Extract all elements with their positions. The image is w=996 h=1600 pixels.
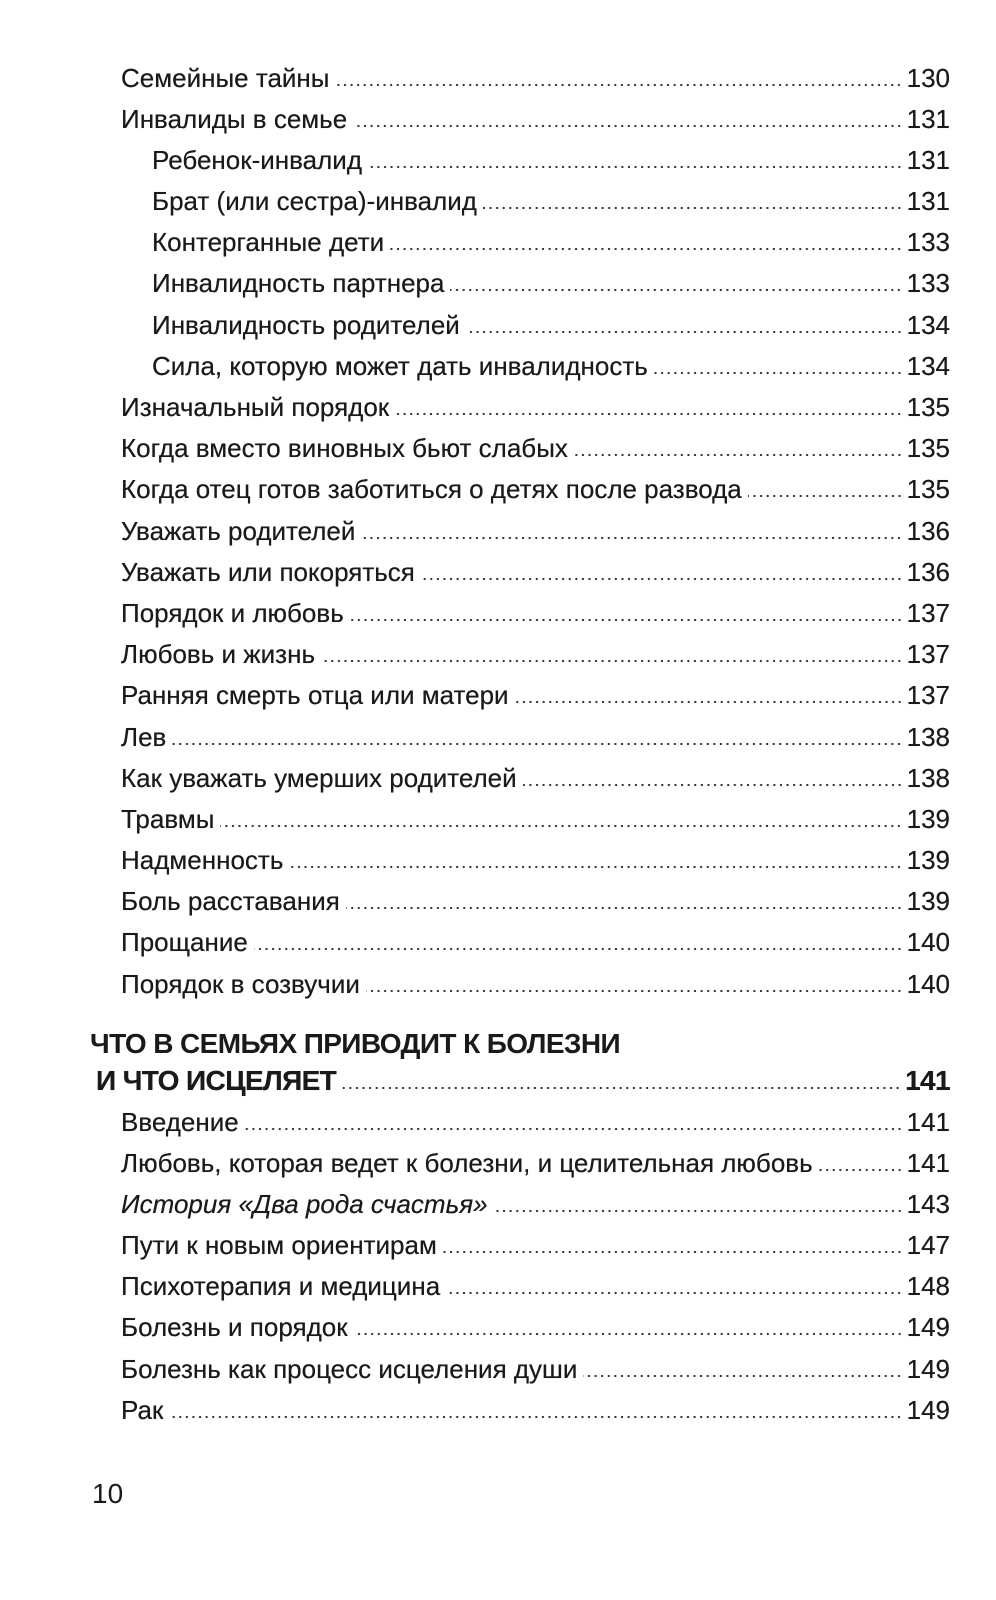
dot-leader xyxy=(354,1332,903,1336)
dot-leader xyxy=(443,1250,903,1254)
dot-leader xyxy=(446,1291,902,1295)
dot-leader xyxy=(494,1209,903,1213)
dot-leader xyxy=(346,906,903,910)
toc-entry-title: Пути к новым ориентирам xyxy=(121,1230,437,1261)
toc-entry-title: Ребенок-инвалид xyxy=(152,144,363,175)
toc-entry xyxy=(0,1349,996,1390)
toc-entry xyxy=(0,428,996,469)
dot-leader xyxy=(450,288,902,292)
toc-entry xyxy=(0,1225,996,1266)
toc-entry xyxy=(0,675,996,716)
dot-leader xyxy=(245,1127,903,1131)
page-ref: 149 xyxy=(906,1353,950,1384)
toc-entry-title: Когда вместо виновных бьют слабых xyxy=(121,433,568,464)
toc-entry xyxy=(0,387,996,428)
toc-entry xyxy=(0,140,996,181)
toc-entry xyxy=(0,1102,996,1143)
toc-entry xyxy=(0,58,996,99)
page-ref: 138 xyxy=(906,721,950,752)
dot-leader xyxy=(466,330,903,334)
toc-entry-title: Сила, которую может дать инвалидность xyxy=(152,350,648,381)
page-ref: 140 xyxy=(906,968,950,999)
dot-leader xyxy=(169,1415,902,1419)
page-ref: 136 xyxy=(906,556,950,587)
dot-leader xyxy=(220,824,902,828)
dot-leader xyxy=(361,536,902,540)
toc-entry xyxy=(0,305,996,346)
toc-entry xyxy=(0,263,996,304)
dot-leader xyxy=(523,783,903,787)
toc-entry-title: Боль расставания xyxy=(121,886,340,917)
toc-entry-title: Любовь и жизнь xyxy=(121,639,315,670)
page-ref: 149 xyxy=(906,1394,950,1425)
toc-entry-title: Порядок и любовь xyxy=(121,597,344,628)
toc-entry-title: Изначальный порядок xyxy=(121,392,390,422)
toc-entry-title: Психотерапия и медицина xyxy=(121,1271,441,1302)
toc-entry xyxy=(0,552,996,593)
page-ref: 137 xyxy=(906,597,950,628)
page-ref: 134 xyxy=(906,309,950,340)
dot-leader xyxy=(574,453,903,457)
dot-leader xyxy=(421,577,903,581)
dot-leader xyxy=(395,412,902,416)
toc-entry xyxy=(0,964,996,1005)
dot-leader xyxy=(748,494,903,498)
dot-leader xyxy=(819,1168,903,1172)
toc-entry-title: Болезнь как процесс исцеления души xyxy=(121,1353,578,1384)
page-ref: 133 xyxy=(906,227,950,258)
dot-leader xyxy=(515,700,903,704)
toc-entry xyxy=(0,469,996,510)
dot-leader xyxy=(342,1086,901,1090)
toc-entry xyxy=(0,799,996,840)
toc-entry xyxy=(0,1143,996,1184)
page-ref: 139 xyxy=(906,845,950,876)
toc-entry-title: Инвалидность партнера xyxy=(152,268,445,299)
dot-leader xyxy=(321,659,903,663)
toc-entry xyxy=(0,511,996,552)
toc-entry xyxy=(0,758,996,799)
dot-leader xyxy=(366,989,903,993)
toc-entry-title: Контерганные дети xyxy=(152,227,385,258)
page-ref: 143 xyxy=(906,1188,950,1219)
toc-entry xyxy=(0,1184,996,1225)
dot-leader xyxy=(254,947,903,951)
page-ref: 138 xyxy=(906,762,950,793)
page-ref: 130 xyxy=(906,62,950,93)
toc-entry-title: Инвалиды в семье xyxy=(121,103,348,134)
dot-leader xyxy=(172,742,902,746)
toc-entry xyxy=(0,1266,996,1307)
page-ref: 134 xyxy=(906,350,950,381)
page-ref: 141 xyxy=(906,1106,950,1137)
toc-entry xyxy=(0,1307,996,1348)
page-ref: 136 xyxy=(906,515,950,546)
page-ref: 139 xyxy=(906,803,950,834)
toc-section-2 xyxy=(0,1102,996,1432)
chapter-heading xyxy=(0,1025,996,1099)
toc-entry xyxy=(0,346,996,387)
toc-entry xyxy=(0,717,996,758)
toc-entry-title: Прощание xyxy=(121,927,248,958)
toc-entry-title: Когда отец готов заботиться о детях после развода xyxy=(121,474,742,505)
toc-entry-title: Лев xyxy=(121,721,167,752)
page-ref: 140 xyxy=(906,927,950,958)
toc-entry-title: Травмы xyxy=(121,803,215,834)
dot-leader xyxy=(483,206,903,210)
chapter-title-line1: ЧТО В СЕМЬЯХ ПРИВОДИТ К БОЛЕЗНИ xyxy=(90,1028,620,1059)
page-ref: 131 xyxy=(906,144,950,175)
page-ref: 147 xyxy=(906,1230,950,1261)
dot-leader xyxy=(583,1374,902,1378)
dot-leader xyxy=(368,165,903,169)
page-ref: 131 xyxy=(906,103,950,134)
page-ref: 149 xyxy=(906,1312,950,1343)
toc-entry xyxy=(0,181,996,222)
toc-entry xyxy=(0,840,996,881)
page-ref: 141 xyxy=(905,1065,950,1096)
toc-entry-title: Любовь, которая ведет к болезни, и целительная любовь xyxy=(121,1147,813,1178)
toc-entry-title: Семейные тайны xyxy=(121,62,330,93)
page-ref: 137 xyxy=(906,680,950,711)
chapter-title-line2: И ЧТО ИСЦЕЛЯЕТ xyxy=(96,1065,337,1096)
toc-entry xyxy=(0,1390,996,1431)
toc-entry-title: Инвалидность родителей xyxy=(152,309,460,340)
toc-section-1 xyxy=(0,58,996,1005)
page-ref: 137 xyxy=(906,639,950,670)
dot-leader xyxy=(350,618,903,622)
dot-leader xyxy=(289,865,902,869)
toc-entry-title: Порядок в созвучии xyxy=(121,968,360,999)
page-ref: 139 xyxy=(906,886,950,917)
dot-leader xyxy=(353,124,902,128)
dot-leader xyxy=(390,247,902,251)
page-number: 10 xyxy=(92,1478,124,1509)
toc-entry-title: Уважать или покоряться xyxy=(121,556,415,587)
page-ref: 141 xyxy=(906,1147,950,1178)
toc-entry-title: Как уважать умерших родителей xyxy=(121,762,517,793)
toc-entry-title: Ранняя смерть отца или матери xyxy=(121,680,509,711)
toc-entry xyxy=(0,634,996,675)
page-ref: 131 xyxy=(906,186,950,217)
toc-entry xyxy=(0,922,996,963)
toc-entry xyxy=(0,593,996,634)
toc-entry-title: Болезнь и порядок xyxy=(121,1312,348,1343)
toc-entry-title: Введение xyxy=(121,1106,239,1137)
toc-entry-title: Уважать родителей xyxy=(121,515,356,546)
page-ref: 133 xyxy=(906,268,950,299)
toc-entry xyxy=(0,222,996,263)
toc-entry-title: Рак xyxy=(121,1394,164,1425)
toc-entry-title: Брат (или сестра)-инвалид xyxy=(152,186,477,217)
dot-leader xyxy=(335,83,902,87)
page-ref: 135 xyxy=(906,474,950,505)
toc-entry xyxy=(0,99,996,140)
toc-entry-title: Надменность xyxy=(121,845,284,876)
dot-leader xyxy=(654,371,903,375)
toc-entry-title: История «Два рода счастья» xyxy=(121,1188,488,1219)
page-ref: 135 xyxy=(906,392,950,422)
page-ref: 148 xyxy=(906,1271,950,1302)
toc-entry xyxy=(0,881,996,922)
toc-entry xyxy=(0,1062,996,1099)
page-ref: 135 xyxy=(906,433,950,464)
